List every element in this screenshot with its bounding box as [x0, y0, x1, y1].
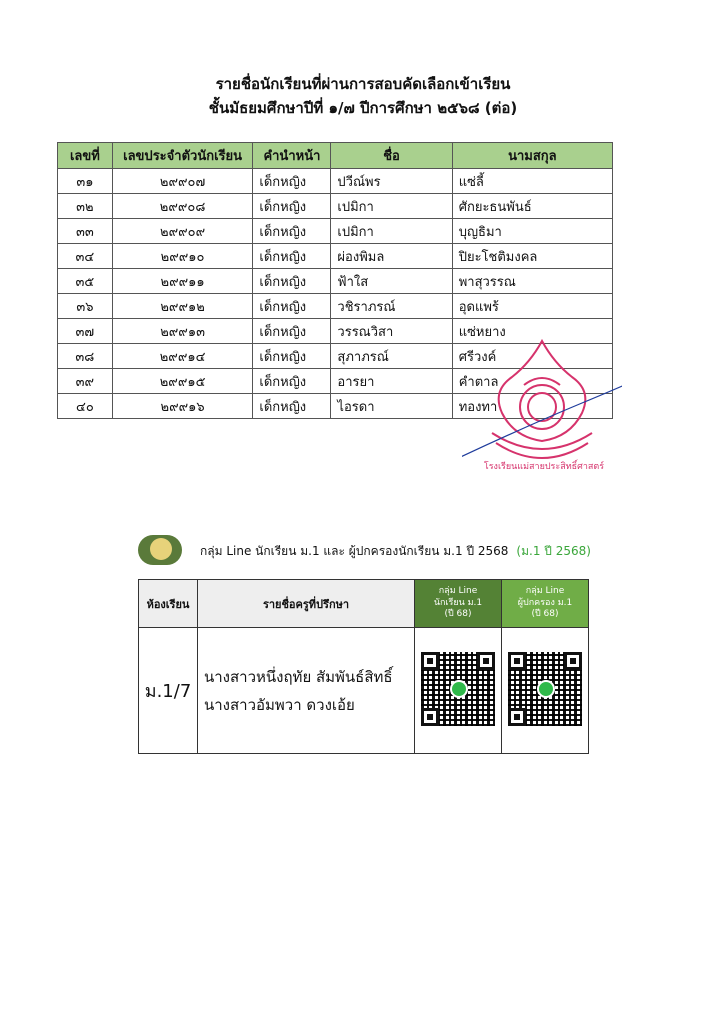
school-logo-icon	[138, 535, 182, 565]
cell-no: ๓๑	[58, 169, 113, 194]
cell-last-name: พาสุวรรณ	[452, 269, 612, 294]
header-line-parents	[502, 580, 589, 628]
page-title-line2: ชั้นมัธยมศึกษาปีที่ ๑/๗ ปีการศึกษา ๒๕๖๘ (ต่อ)	[208, 99, 518, 117]
header-line-students	[415, 580, 502, 628]
school-seal-stamp	[462, 333, 622, 483]
cell-student-id: ๒๙๙๑๒	[112, 294, 253, 319]
g1-line1: กลุ่ม Line	[438, 585, 478, 596]
teacher-name-1: นางสาวหนึ่งฤทัย สัมพันธ์สิทธิ์	[204, 667, 393, 686]
cell-prefix: เด็กหญิง	[253, 344, 331, 369]
cell-first-name: ฟ้าใส	[331, 269, 452, 294]
teachers-cell	[198, 628, 415, 754]
room-cell: ม.1/7	[139, 628, 198, 754]
g2-line1: กลุ่ม Line	[525, 585, 565, 596]
cell-no: ๓๖	[58, 294, 113, 319]
cell-no: ๓๔	[58, 244, 113, 269]
line-banner-year: (ม.1 ปี 2568)	[516, 544, 591, 558]
cell-last-name: ปิยะโชติมงคล	[452, 244, 612, 269]
cell-last-name: ศักยะธนพันธ์	[452, 194, 612, 219]
cell-no: ๓๒	[58, 194, 113, 219]
cell-student-id: ๒๙๙๐๘	[112, 194, 253, 219]
cell-prefix: เด็กหญิง	[253, 394, 331, 419]
student-row	[58, 194, 613, 219]
cell-last-name: ทองทา	[452, 394, 612, 419]
g2-line2: ผู้ปกครอง ม.1	[517, 597, 573, 608]
student-row	[58, 244, 613, 269]
header-room: ห้องเรียน	[139, 580, 198, 628]
header-last-name: นามสกุล	[452, 143, 612, 169]
cell-first-name: อารยา	[331, 369, 452, 394]
cell-no: ๓๓	[58, 219, 113, 244]
cell-first-name: เปมิกา	[331, 194, 452, 219]
header-no: เลขที่	[58, 143, 113, 169]
header-prefix: คำนำหน้า	[253, 143, 331, 169]
qr-students-cell[interactable]	[415, 628, 502, 754]
student-row	[58, 269, 613, 294]
cell-no: ๓๗	[58, 319, 113, 344]
g2-line3: (ปี 68)	[531, 609, 559, 620]
seal-text: โรงเรียนแม่สายประสิทธิ์ศาสตร์	[483, 461, 605, 471]
g1-line3: (ปี 68)	[444, 609, 472, 620]
line-banner-text	[200, 542, 591, 561]
cell-no: ๓๕	[58, 269, 113, 294]
cell-student-id: ๒๙๙๐๗	[112, 169, 253, 194]
student-row	[58, 219, 613, 244]
cell-student-id: ๒๙๙๑๐	[112, 244, 253, 269]
header-first-name: ชื่อ	[331, 143, 452, 169]
cell-last-name: แซ่ลี้	[452, 169, 612, 194]
cell-prefix: เด็กหญิง	[253, 194, 331, 219]
cell-first-name: ผ่องพิมล	[331, 244, 452, 269]
header-teachers: รายชื่อครูที่ปรึกษา	[198, 580, 415, 628]
qr-parents-cell[interactable]	[502, 628, 589, 754]
cell-first-name: เปมิกา	[331, 219, 452, 244]
teacher-name-2: นางสาวอัมพวา ดวงเอ้ย	[204, 695, 355, 714]
cell-last-name: คำตาล	[452, 369, 612, 394]
cell-prefix: เด็กหญิง	[253, 294, 331, 319]
cell-first-name: วชิราภรณ์	[331, 294, 452, 319]
advisor-header-row	[139, 580, 589, 628]
roster-header-row	[58, 143, 613, 169]
cell-prefix: เด็กหญิง	[253, 219, 331, 244]
cell-last-name: อุดแพร้	[452, 294, 612, 319]
cell-first-name: วรรณวิสา	[331, 319, 452, 344]
cell-student-id: ๒๙๙๑๑	[112, 269, 253, 294]
qr-code-icon[interactable]	[508, 652, 582, 726]
qr-code-icon[interactable]	[421, 652, 495, 726]
cell-student-id: ๒๙๙๑๕	[112, 369, 253, 394]
g1-line2: นักเรียน ม.1	[433, 597, 483, 608]
cell-student-id: ๒๙๙๑๔	[112, 344, 253, 369]
cell-no: ๔๐	[58, 394, 113, 419]
cell-last-name: ศรีวงค์	[452, 344, 612, 369]
cell-prefix: เด็กหญิง	[253, 369, 331, 394]
cell-last-name: บุญธิมา	[452, 219, 612, 244]
line-banner-label: กลุ่ม Line นักเรียน ม.1 และ ผู้ปกครองนักเรียน ม.1 ปี 2568	[200, 544, 509, 558]
advisor-row	[139, 628, 589, 754]
cell-first-name: ปวีณ์พร	[331, 169, 452, 194]
cell-no: ๓๘	[58, 344, 113, 369]
page-title-line1: รายชื่อนักเรียนที่ผ่านการสอบคัดเลือกเข้าเรียน	[215, 75, 511, 93]
cell-prefix: เด็กหญิง	[253, 319, 331, 344]
cell-student-id: ๒๙๙๐๙	[112, 219, 253, 244]
line-app-icon	[537, 680, 555, 698]
cell-prefix: เด็กหญิง	[253, 244, 331, 269]
cell-first-name: สุภาภรณ์	[331, 344, 452, 369]
cell-last-name: แซ่หยาง	[452, 319, 612, 344]
cell-student-id: ๒๙๙๑๓	[112, 319, 253, 344]
cell-first-name: ไอรดา	[331, 394, 452, 419]
header-student-id: เลขประจำตัวนักเรียน	[112, 143, 253, 169]
line-app-icon	[450, 680, 468, 698]
student-row	[58, 169, 613, 194]
cell-prefix: เด็กหญิง	[253, 169, 331, 194]
cell-student-id: ๒๙๙๑๖	[112, 394, 253, 419]
cell-prefix: เด็กหญิง	[253, 269, 331, 294]
student-row	[58, 294, 613, 319]
cell-no: ๓๙	[58, 369, 113, 394]
line-group-banner	[138, 535, 598, 565]
advisor-table	[138, 579, 589, 754]
